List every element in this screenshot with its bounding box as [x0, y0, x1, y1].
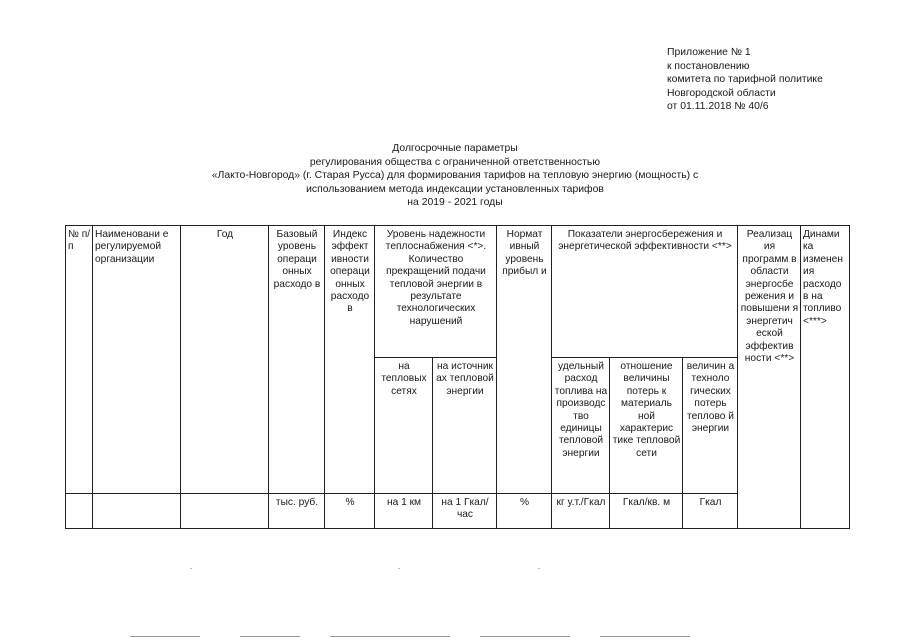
appendix-line-2: к постановлению — [667, 60, 750, 72]
appendix-line-5: от 01.11.2018 № 40/6 — [667, 101, 769, 113]
appendix-line-3: комитета по тарифной политике — [667, 74, 823, 86]
units-organization — [93, 494, 181, 529]
header-base-opex: Базовый уровень операци онных расходо в — [269, 226, 325, 494]
scan-mark-1 — [130, 636, 200, 637]
units-loss-ratio: Гкал/кв. м — [610, 494, 683, 529]
appendix-line-1: Приложение № 1 — [667, 47, 751, 58]
units-base-opex: тыс. руб. — [269, 494, 325, 529]
header-profit-level: Нормат ивный уровень прибыл и — [497, 226, 552, 494]
scan-mark-5 — [600, 636, 690, 637]
parameters-table — [65, 225, 850, 529]
scan-bottom-noise — [0, 628, 905, 640]
header-energy-saving: Показатели энергосбережения и энергетической эффективности <**> — [552, 226, 738, 358]
scan-speck-3 — [538, 568, 540, 569]
appendix-line-4: Новгородской области — [667, 87, 776, 99]
title-line-3: «Лакто-Новгород» (г. Старая Русса) для формирования тарифов на тепловую энергию (мощность) с — [211, 170, 699, 182]
units-number — [66, 494, 93, 529]
units-efficiency-index: % — [325, 494, 375, 529]
scan-mark-4 — [480, 636, 570, 637]
header-reliability-sources: на источник ах тепловой энергии — [433, 358, 497, 494]
scan-speck-1 — [190, 568, 192, 569]
units-specific-fuel: кг у.т./Гкал — [552, 494, 610, 529]
header-year: Год — [181, 226, 269, 494]
title-line-2: регулирования общества с ограниченной ответственностью — [309, 156, 601, 168]
document-title — [150, 142, 760, 210]
header-efficiency-index: Индекс эффект ивности операци онных расходо в — [325, 226, 375, 494]
title-line-1: Долгосрочные параметры — [392, 143, 518, 154]
title-line-5: на 2019 - 2021 годы — [407, 197, 503, 209]
scan-mark-3 — [330, 636, 450, 637]
units-sources: на 1 Гкал/час — [433, 494, 497, 529]
header-programs: Реализац ия программ в области энергосбе режения и повышени я энергетич еской эффектив ности <**> — [738, 226, 801, 529]
header-reliability: Уровень надежности теплоснабжения <*>. Количество прекращений подачи тепловой энергии в результате технологических нарушений — [375, 226, 497, 358]
header-number: № п/п — [66, 226, 93, 494]
units-profit-level: % — [497, 494, 552, 529]
header-specific-fuel: удельный расход топлива на производс тво единицы тепловой энергии — [552, 358, 610, 494]
header-organization: Наименовани е регулируемой организации — [93, 226, 181, 494]
header-reliability-networks: на тепловых сетях — [375, 358, 433, 494]
scan-mark-2 — [240, 636, 300, 637]
scan-speck-2 — [398, 568, 400, 569]
units-networks: на 1 км — [375, 494, 433, 529]
units-year — [181, 494, 269, 529]
title-line-4: использованием метода индексации установленных тарифов — [306, 183, 604, 195]
header-fuel-dynamics: Динами ка изменен ия расходо в на топливо <***> — [801, 226, 850, 529]
header-loss-ratio: отношение величины потерь к материаль ной характерис тике тепловой сети — [610, 358, 683, 494]
units-tech-losses: Гкал — [683, 494, 738, 529]
appendix-block — [667, 46, 823, 114]
header-tech-losses: величин а техноло гических потерь теплово й энергии — [683, 358, 738, 494]
